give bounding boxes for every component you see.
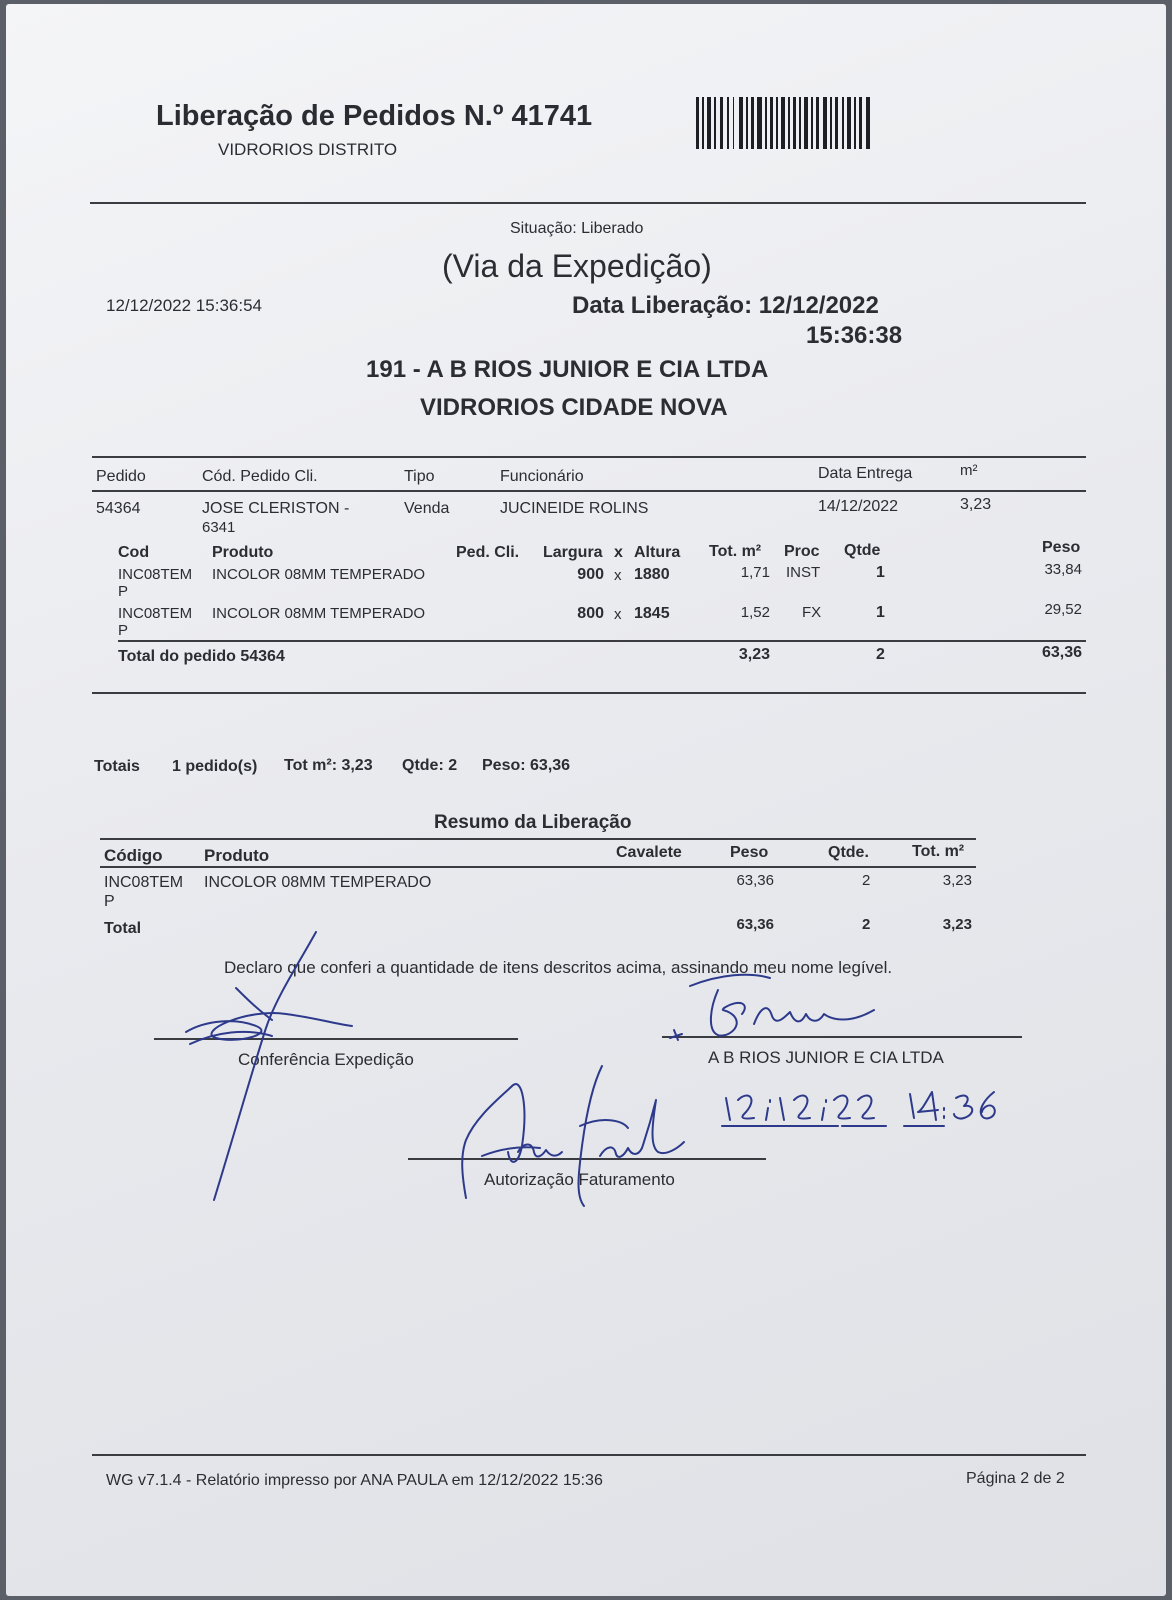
summary-total-qtde: 2: [862, 916, 871, 933]
divider: [92, 490, 1086, 492]
page-title: Liberação de Pedidos N.º 41741: [156, 100, 593, 132]
summary-product: INCOLOR 08MM TEMPERADO: [204, 874, 432, 891]
totals-m2: Tot m²: 3,23: [284, 757, 373, 774]
summary-tot-m2: 3,23: [942, 872, 972, 889]
release-time: 15:36:38: [806, 322, 903, 349]
client-order-code: JOSE CLERISTON -: [202, 500, 350, 517]
release-date: Data Liberação: 12/12/2022: [572, 292, 879, 319]
item-code: INC08TEM: [118, 605, 193, 622]
summary-header-cavalete: Cavalete: [616, 844, 682, 861]
item-width: 900: [577, 566, 604, 583]
col-header-m2: m²: [960, 462, 978, 479]
col-header-proc: Proc: [784, 543, 820, 560]
col-header-peso: Peso: [1042, 539, 1081, 556]
item-proc: INST: [786, 564, 821, 581]
order-number: 54364: [96, 500, 141, 517]
signature-label-autorizacao: Autorização Faturamento: [484, 1170, 675, 1189]
situation-label: Situação: Liberado: [510, 220, 644, 237]
divider: [92, 1454, 1086, 1456]
divider: [90, 202, 1086, 204]
footer-printed-by: WG v7.1.4 - Relatório impresso por ANA PAULA em 12/12/2022 15:36: [106, 1472, 603, 1489]
summary-header-qtde: Qtde.: [828, 844, 869, 861]
employee-name: JUCINEIDE ROLINS: [500, 500, 649, 517]
divider: [92, 692, 1086, 694]
col-header-cod-pedido-cli: Cód. Pedido Cli.: [202, 468, 318, 485]
divider: [92, 456, 1086, 458]
order-total-qtde: 2: [876, 646, 885, 663]
col-header-cod: Cod: [118, 544, 150, 561]
item-width: 800: [577, 605, 604, 622]
col-header-data-entrega: Data Entrega: [818, 465, 913, 482]
summary-total-tot-m2: 3,23: [942, 916, 972, 933]
delivery-date: 14/12/2022: [818, 498, 899, 515]
summary-title: Resumo da Liberação: [434, 812, 632, 833]
client-name: 191 - A B RIOS JUNIOR E CIA LTDA: [366, 356, 769, 383]
document-page: [6, 4, 1166, 1596]
summary-header-produto: Produto: [204, 846, 270, 865]
summary-code: INC08TEM: [104, 874, 184, 891]
summary-header-tot-m2: Tot. m²: [912, 843, 965, 860]
item-qtde: 1: [876, 564, 885, 581]
totals-orders: 1 pedido(s): [172, 758, 258, 775]
col-header-tipo: Tipo: [404, 468, 435, 485]
col-header-qtde: Qtde: [844, 542, 881, 559]
item-peso: 33,84: [1044, 561, 1082, 578]
order-m2: 3,23: [960, 496, 992, 513]
col-header-tot-m2: Tot. m²: [709, 543, 762, 560]
item-peso: 29,52: [1044, 601, 1082, 618]
order-total-m2: 3,23: [738, 646, 770, 663]
declaration-text: Declaro que conferi a quantidade de itens descritos acima, assinando meu nome legível.: [224, 958, 893, 977]
item-height: 1880: [634, 566, 670, 583]
col-header-ped-cli: Ped. Cli.: [456, 544, 520, 561]
summary-qtde: 2: [862, 872, 871, 889]
summary-total-peso: 63,36: [736, 916, 774, 933]
signature-label-conferencia: Conferência Expedição: [238, 1050, 414, 1069]
item-tot-m2: 1,52: [740, 604, 770, 621]
totals-qtde: Qtde: 2: [402, 757, 458, 774]
order-total-peso: 63,36: [1041, 644, 1082, 661]
item-x: x: [614, 606, 622, 623]
item-qtde: 1: [876, 604, 885, 621]
footer-page-number: Página 2 de 2: [966, 1470, 1065, 1487]
print-datetime: 12/12/2022 15:36:54: [106, 296, 262, 315]
item-code-cont: P: [118, 583, 129, 600]
col-header-produto: Produto: [212, 544, 274, 561]
signature-label-company: A B RIOS JUNIOR E CIA LTDA: [708, 1048, 944, 1067]
col-header-pedido: Pedido: [96, 468, 146, 485]
company-name: VIDRORIOS DISTRITO: [218, 140, 398, 159]
via-label: (Via da Expedição): [442, 248, 712, 284]
col-header-largura: Largura: [543, 544, 603, 561]
order-type: Venda: [404, 500, 450, 517]
summary-peso: 63,36: [736, 872, 774, 889]
item-proc: FX: [802, 604, 822, 621]
totals-label: Totais: [94, 758, 140, 775]
divider: [118, 640, 1086, 642]
item-height: 1845: [634, 605, 670, 622]
col-header-x: x: [614, 544, 623, 561]
summary-header-codigo: Código: [104, 846, 163, 865]
barcode: [696, 97, 872, 149]
divider: [100, 838, 976, 840]
signature-company: [660, 968, 900, 1048]
summary-header-peso: Peso: [730, 844, 769, 861]
client-branch: VIDRORIOS CIDADE NOVA: [420, 394, 728, 421]
client-order-code-cont: 6341: [202, 519, 236, 536]
item-code: INC08TEM: [118, 566, 193, 583]
signature-conferencia: [176, 928, 376, 1208]
signature-autorizacao: [452, 1056, 692, 1216]
summary-code-cont: P: [104, 893, 115, 910]
summary-total-label: Total: [104, 920, 142, 937]
order-total-label: Total do pedido 54364: [118, 648, 285, 665]
item-tot-m2: 1,71: [740, 564, 770, 581]
item-x: x: [614, 567, 622, 584]
totals-peso: Peso: 63,36: [482, 757, 571, 774]
item-product: INCOLOR 08MM TEMPERADO: [212, 605, 426, 622]
divider: [100, 866, 976, 868]
handwritten-date: [718, 1084, 1018, 1138]
item-code-cont: P: [118, 622, 129, 639]
item-product: INCOLOR 08MM TEMPERADO: [212, 566, 426, 583]
col-header-altura: Altura: [634, 544, 681, 561]
col-header-funcionario: Funcionário: [500, 468, 584, 485]
